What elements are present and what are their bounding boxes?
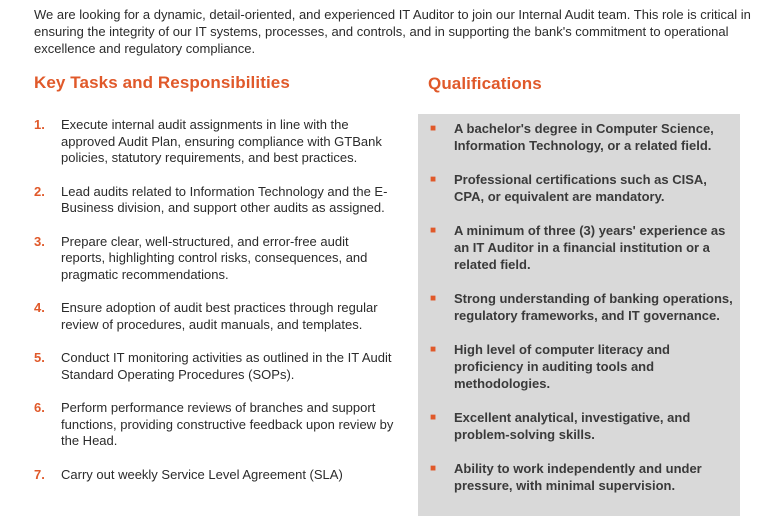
qualifications-list [430, 120, 735, 511]
qualification-text: Ability to work independently and under pressure, with minimal supervision. [454, 461, 702, 493]
qualification-item-5 [430, 341, 735, 392]
task-text: Conduct IT monitoring activities as outlined in the IT Audit Standard Operating Procedures (SOPs). [61, 350, 392, 382]
square-bullet-icon: ■ [430, 123, 437, 134]
qualification-item-6 [430, 409, 735, 443]
task-item-3 [34, 234, 394, 284]
task-number: 4. [34, 300, 45, 315]
qualification-item-7 [430, 460, 735, 494]
qualification-text: A minimum of three (3) years' experience as an IT Auditor in a financial institution or a related field. [454, 223, 726, 272]
task-text: Perform performance reviews of branches and support functions, providing constructive feedback upon review by the Head. [61, 400, 394, 448]
task-item-1 [34, 117, 394, 167]
qualifications-heading: Qualifications [428, 74, 542, 93]
task-number: 1. [34, 117, 45, 132]
task-item-6 [34, 400, 394, 450]
qualification-item-2 [430, 171, 735, 205]
task-number: 5. [34, 350, 45, 365]
task-item-2 [34, 184, 394, 217]
square-bullet-icon: ■ [430, 463, 437, 474]
tasks-list [34, 117, 394, 500]
task-item-7 [34, 467, 394, 484]
square-bullet-icon: ■ [430, 412, 437, 423]
qualification-text: Professional certifications such as CISA, CPA, or equivalent are mandatory. [454, 172, 707, 204]
task-text: Carry out weekly Service Level Agreement (SLA) [61, 466, 343, 482]
qualification-item-4 [430, 290, 735, 324]
qualification-text: Strong understanding of banking operations, regulatory frameworks, and IT governance. [454, 291, 733, 323]
square-bullet-icon: ■ [430, 344, 437, 355]
task-text: Lead audits related to Information Technology and the E-Business division, and support other audits as assigned. [61, 183, 388, 215]
qualification-item-1 [430, 120, 735, 154]
intro-paragraph: We are looking for a dynamic, detail-oriented, and experienced IT Auditor to join our Internal Audit team. This role is critical in ensuring the integrity of our IT systems, processes, and controls, and in supporting the bank's commitment to operational excellence and regulatory compliance. [34, 7, 751, 56]
task-number: 3. [34, 233, 45, 249]
task-number: 7. [34, 466, 45, 482]
qualification-item-3 [430, 222, 735, 273]
task-number: 6. [34, 400, 45, 415]
tasks-heading: Key Tasks and Responsibilities [34, 73, 290, 92]
qualification-text: A bachelor's degree in Computer Science, Information Technology, or a related field. [454, 121, 714, 153]
task-item-4 [34, 300, 394, 333]
task-number: 2. [34, 183, 45, 199]
square-bullet-icon: ■ [430, 293, 437, 304]
qualification-text: High level of computer literacy and proficiency in auditing tools and methodologies. [454, 342, 670, 391]
task-text: Ensure adoption of audit best practices through regular review of procedures, audit manuals, and templates. [61, 300, 378, 332]
task-item-5 [34, 350, 394, 383]
qualification-text: Excellent analytical, investigative, and problem-solving skills. [454, 410, 691, 442]
square-bullet-icon: ■ [430, 174, 437, 185]
square-bullet-icon: ■ [430, 225, 437, 236]
task-text: Prepare clear, well-structured, and error-free audit reports, highlighting control risks, consequences, and pragmatic recommendations. [61, 233, 368, 282]
task-text: Execute internal audit assignments in line with the approved Audit Plan, ensuring compliance with GTBank policies, statutory requirements, and best practices. [61, 117, 382, 165]
